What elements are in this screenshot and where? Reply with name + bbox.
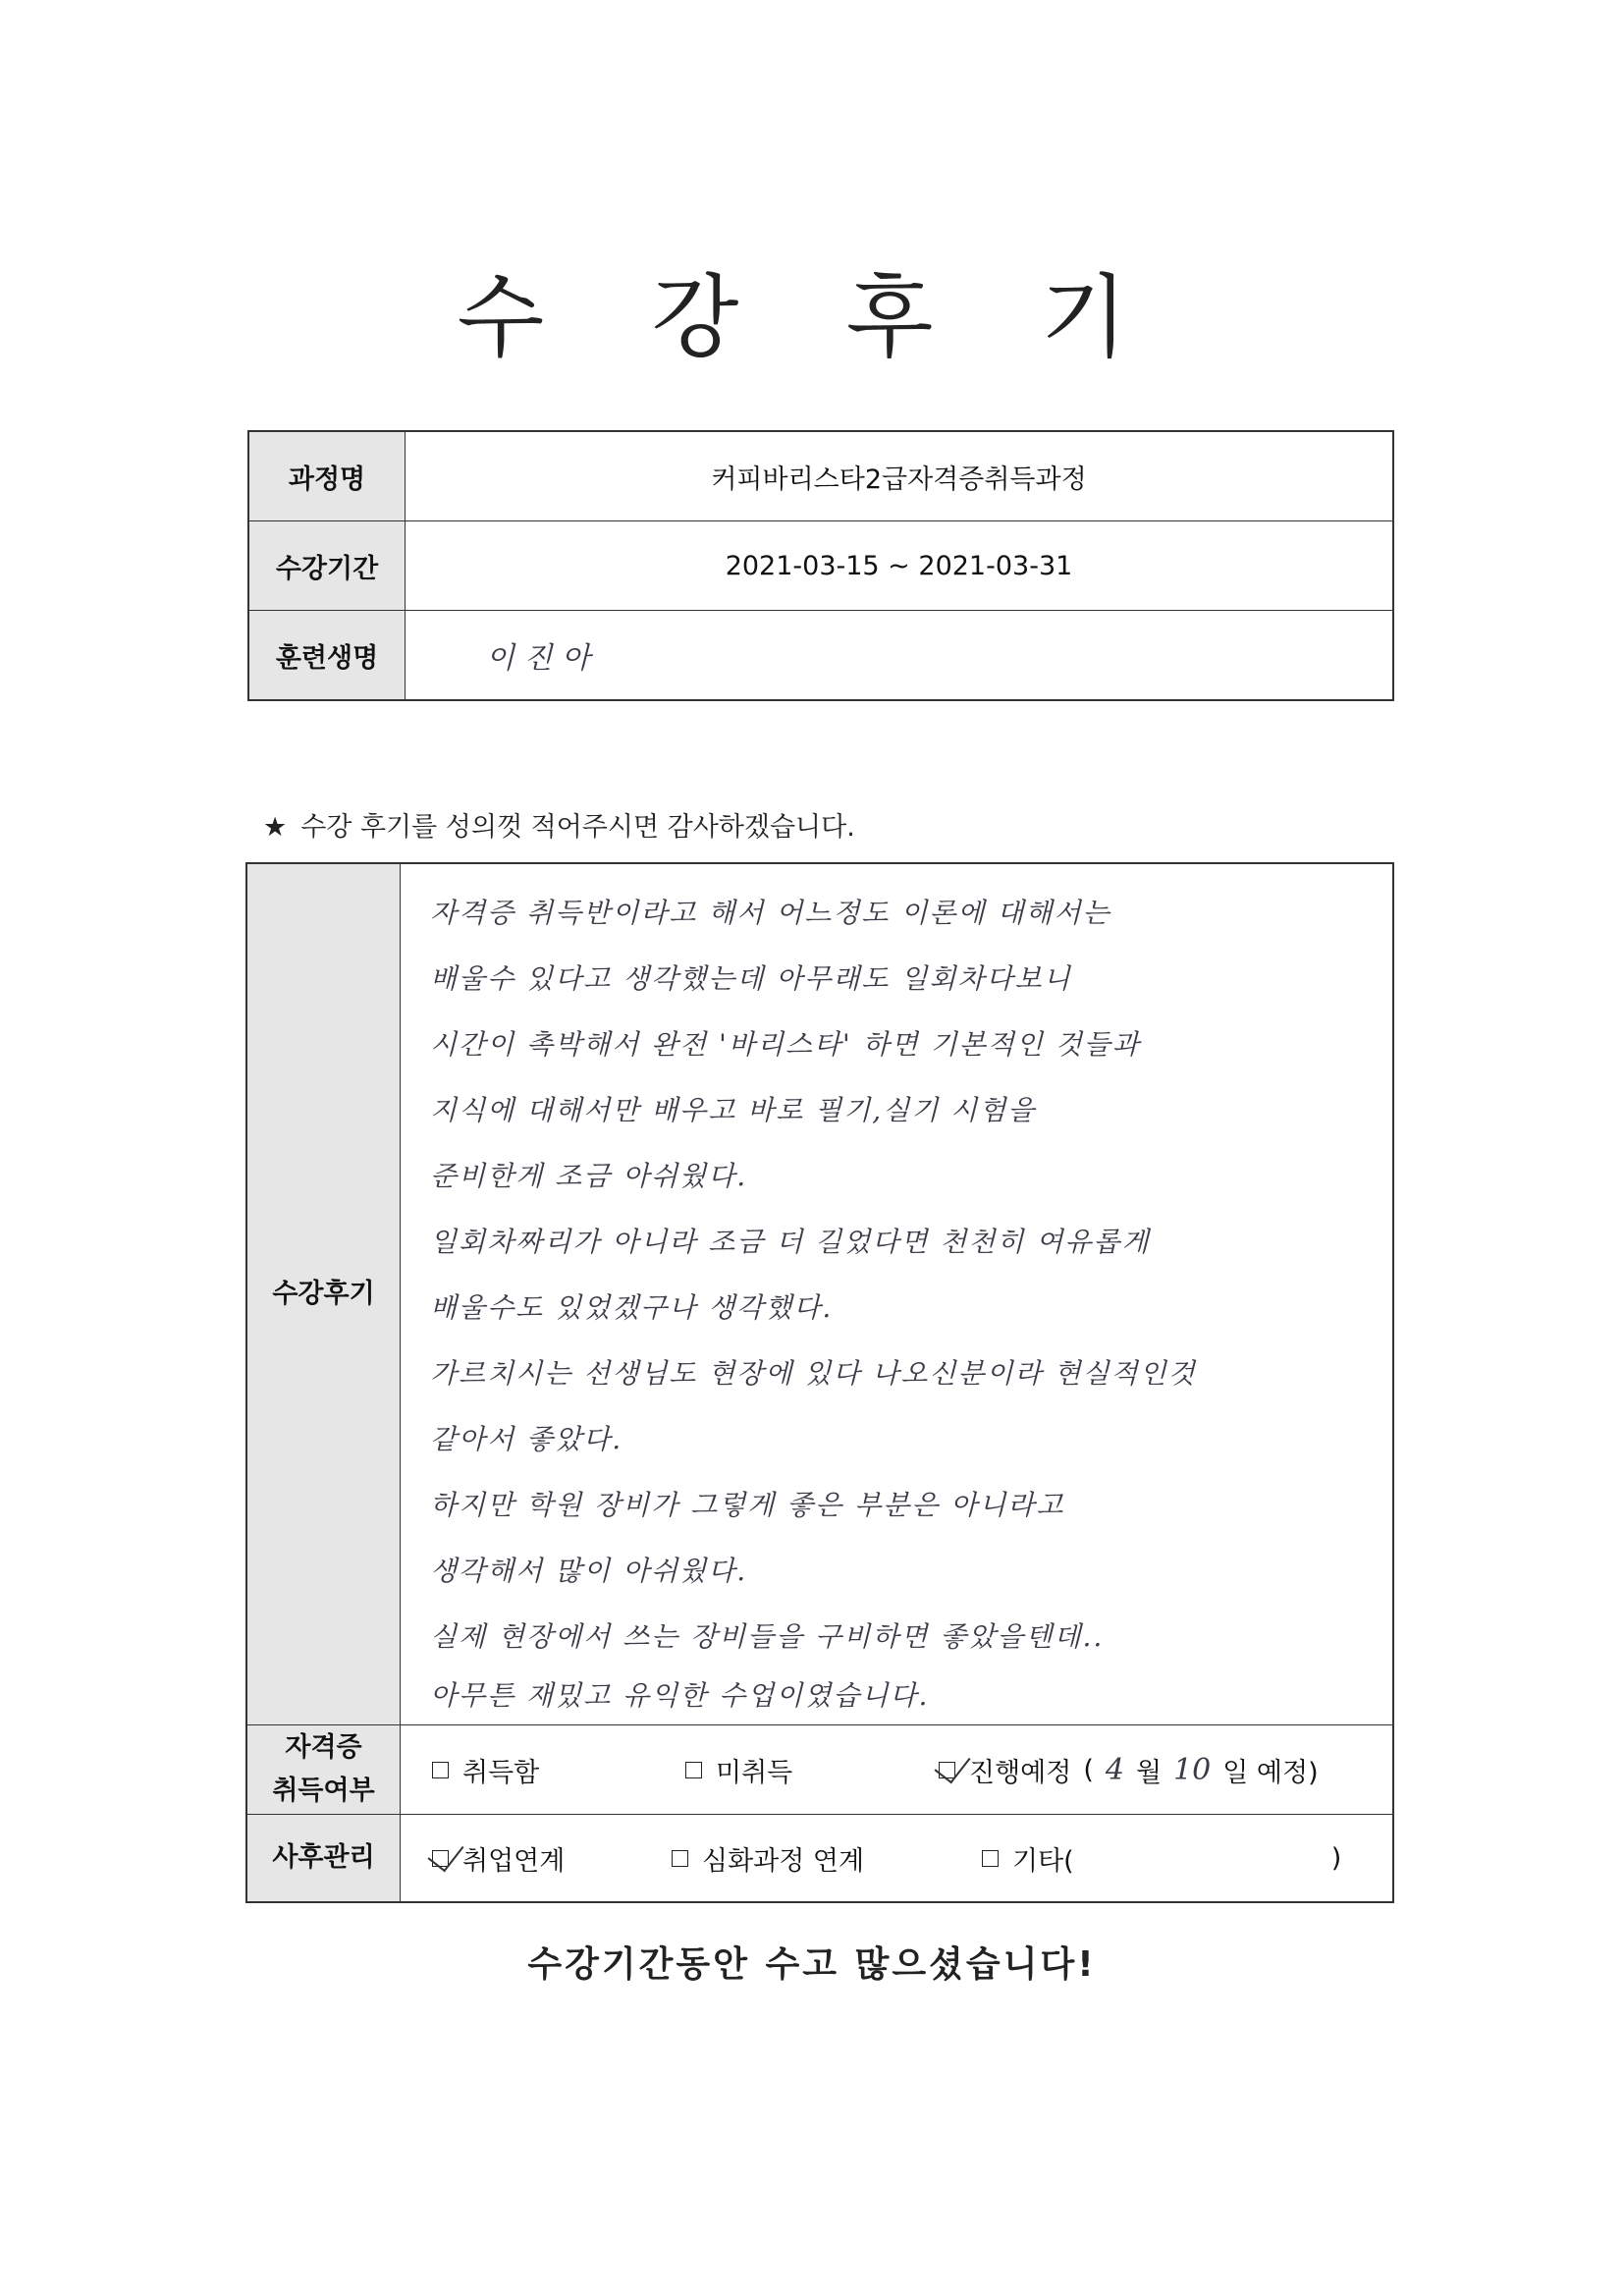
checked-checkbox-icon[interactable] — [432, 1850, 449, 1867]
review-row — [246, 863, 1393, 1725]
trainee-name: 이 진 아 — [486, 641, 591, 676]
period-row — [248, 521, 1393, 611]
trainee-label: 훈련생명 — [248, 611, 406, 701]
checkbox-icon[interactable] — [432, 1762, 449, 1778]
option-label: 진행예정 — [969, 1757, 1072, 1788]
period-label: 수강기간 — [248, 521, 406, 611]
review-line: 준비한게 조금 아쉬웠다. — [430, 1160, 748, 1192]
trainee-row — [248, 611, 1393, 701]
option-other[interactable] — [982, 1839, 1341, 1878]
course-label: 과정명 — [248, 431, 406, 521]
checked-checkbox-icon[interactable] — [939, 1762, 955, 1778]
aftercare-row — [246, 1815, 1393, 1903]
schedule-month-unit: 월 — [1135, 1757, 1163, 1788]
course-row — [248, 431, 1393, 521]
option-acquired[interactable] — [432, 1751, 685, 1789]
review-line: 아무튼 재밌고 유익한 수업이였습니다. — [430, 1679, 930, 1712]
review-line: 배울수도 있었겠구나 생각했다. — [430, 1291, 834, 1324]
page-title: 수 강 후 기 — [457, 265, 1167, 370]
qualification-label-line1: 자격증 — [285, 1732, 362, 1763]
checkbox-icon[interactable] — [982, 1850, 999, 1867]
schedule-day: 10 — [1173, 1752, 1212, 1787]
other-close: ) — [1330, 1842, 1342, 1874]
review-line: 생각해서 많이 아쉬웠다. — [430, 1555, 748, 1587]
review-line: 하지만 학원 장비가 그렇게 좋은 부분은 아니라고 — [430, 1489, 1065, 1521]
qualification-label-line2: 취득여부 — [272, 1776, 375, 1806]
period-value: 2021-03-15 ~ 2021-03-31 — [406, 521, 1394, 611]
option-label: 미취득 — [716, 1757, 793, 1788]
schedule-day-unit: 일 예정) — [1222, 1757, 1319, 1788]
course-value: 커피바리스타2급자격증취득과정 — [406, 431, 1394, 521]
review-table — [245, 862, 1394, 1903]
option-label: 취업연계 — [462, 1845, 566, 1877]
review-line: 가르치시는 선생님도 현장에 있다 나오신분이라 현실적인것 — [430, 1357, 1197, 1390]
notice — [263, 805, 855, 844]
option-scheduled[interactable] — [939, 1751, 1319, 1789]
review-label: 수강후기 — [246, 863, 401, 1725]
option-label: 심화과정 연계 — [702, 1845, 865, 1877]
review-line: 같아서 좋았다. — [430, 1423, 623, 1455]
qualification-row — [246, 1725, 1393, 1815]
schedule-open: ( — [1083, 1754, 1094, 1785]
closing-message: 수강기간동안 수고 많으셨습니다! — [527, 1944, 1097, 1985]
review-line: 자격증 취득반이라고 해서 어느정도 이론에 대해서는 — [430, 897, 1111, 929]
aftercare-label: 사후관리 — [246, 1815, 401, 1903]
option-label: 취득함 — [462, 1757, 540, 1788]
review-line: 일회차짜리가 아니라 조금 더 길었다면 천천히 여유롭게 — [430, 1226, 1151, 1258]
option-label: 기타( — [1012, 1845, 1074, 1877]
star-icon: ★ — [263, 812, 288, 843]
checkbox-icon[interactable] — [672, 1850, 688, 1867]
review-line: 지식에 대해서만 배우고 바로 필기,실기 시험을 — [430, 1094, 1037, 1126]
review-text-area — [401, 863, 1394, 1725]
schedule-month: 4 — [1105, 1752, 1124, 1787]
checkbox-icon[interactable] — [685, 1762, 702, 1778]
qualification-label — [246, 1725, 401, 1815]
option-job-link[interactable] — [432, 1839, 672, 1878]
notice-text: 수강 후기를 성의껏 적어주시면 감사하겠습니다. — [300, 812, 855, 843]
course-info-table — [247, 430, 1394, 701]
option-not-acquired[interactable] — [685, 1751, 939, 1789]
option-advanced-course[interactable] — [672, 1839, 982, 1878]
review-line: 시간이 촉박해서 완전 '바리스타' 하면 기본적인 것들과 — [430, 1028, 1141, 1061]
review-line: 실제 현장에서 쓰는 장비들을 구비하면 좋았을텐데.. — [430, 1620, 1105, 1653]
review-line: 배울수 있다고 생각했는데 아무래도 일회차다보니 — [430, 962, 1072, 995]
